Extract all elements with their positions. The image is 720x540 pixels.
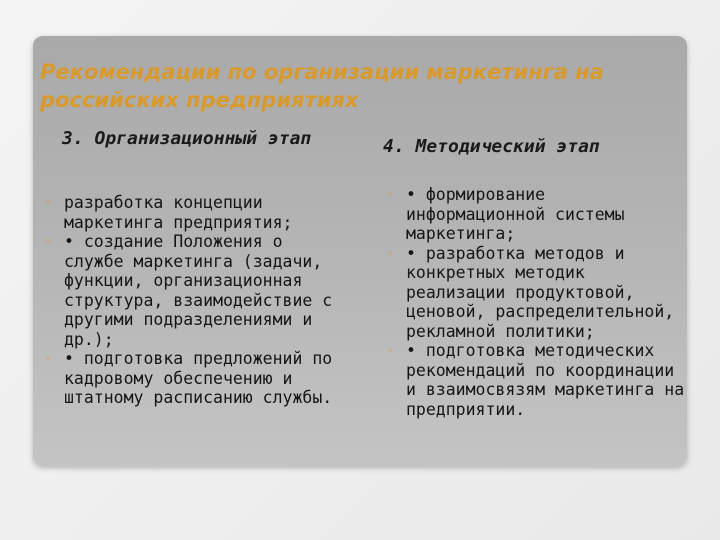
- list-item: [386, 244, 686, 342]
- right-bullet-list: [386, 185, 686, 419]
- list-item: [44, 232, 344, 349]
- list-item-text: • подготовка методических рекомендаций по координации и взаимосвязям маркетинга на предприятии.: [406, 341, 685, 419]
- list-item-text: разработка концепции маркетинга предприятия;: [64, 193, 293, 232]
- left-bullet-list: [44, 193, 344, 408]
- triangle-bullet-icon: ◦: [44, 235, 52, 250]
- triangle-bullet-icon: ◦: [386, 188, 394, 203]
- list-item-text: • подготовка предложений по кадровому обеспечению и штатному расписанию службы.: [64, 349, 333, 407]
- left-column-heading: 3. Организационный этап: [62, 128, 312, 149]
- triangle-bullet-icon: ◦: [386, 246, 394, 262]
- list-item-text: • создание Положения о службе маркетинга (задачи, функции, организационная структура, взаимодействие с другими подразделениями и др.);: [64, 232, 333, 349]
- list-item: [44, 193, 344, 232]
- slide-title: Рекомендации по организации маркетинга на российских предприятиях: [40, 60, 604, 112]
- list-item: [386, 341, 686, 419]
- right-column-heading: 4. Методический этап: [383, 136, 600, 157]
- list-item: [44, 349, 344, 408]
- triangle-bullet-icon: ◦: [44, 196, 52, 211]
- triangle-bullet-icon: ◦: [386, 344, 394, 359]
- list-item-text: • разработка методов и конкретных методик реализации продуктовой, ценовой, распределительной, рекламной политики;: [406, 243, 675, 341]
- list-item-text: • формирование информационной системы маркетинга;: [406, 185, 625, 243]
- triangle-bullet-icon: ◦: [44, 352, 52, 367]
- list-item: [386, 185, 686, 244]
